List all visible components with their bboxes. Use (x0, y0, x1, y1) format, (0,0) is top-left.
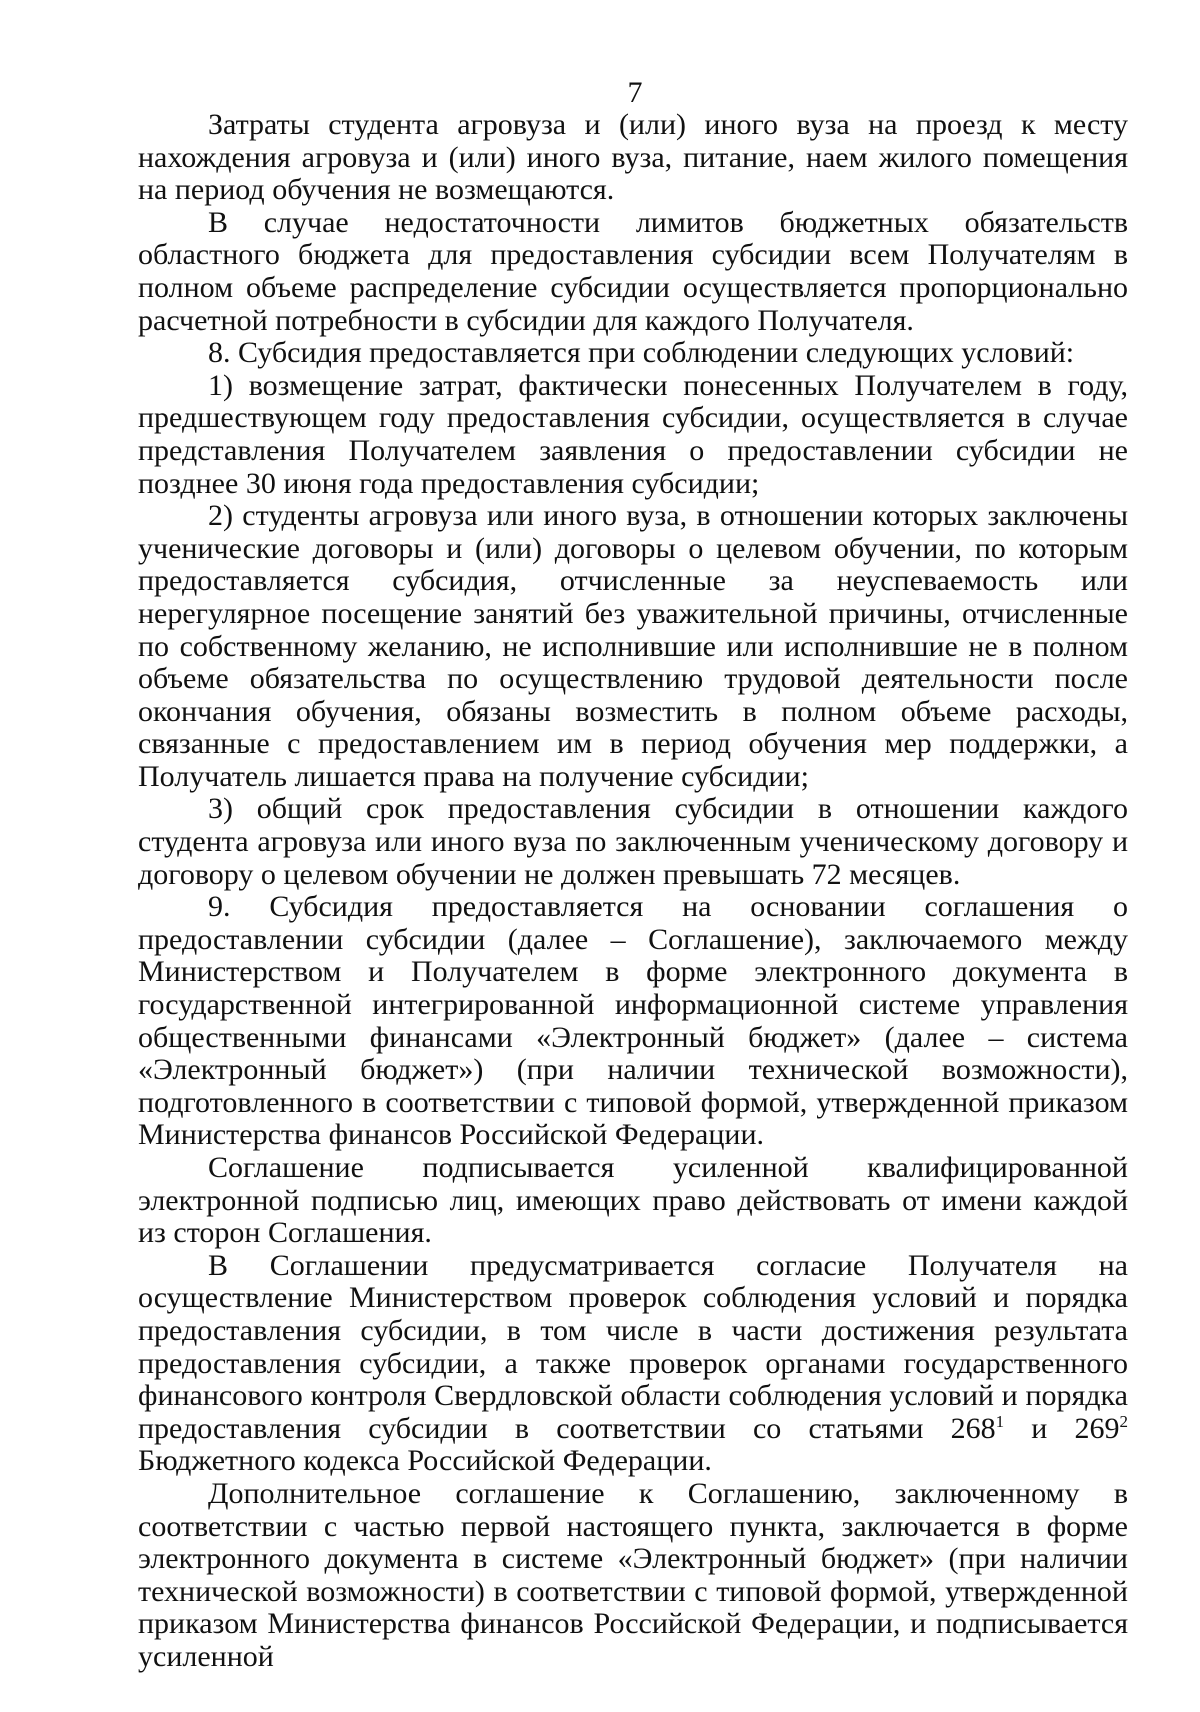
paragraph-condition-2: 2) студенты агровуза или иного вуза, в отношении которых заключены ученические договоры и (или) договоры о целевом обучении, по которым предоставляется субсидия, отчисленные за неуспеваемость или нерегулярное посещение занятий без уважительной причины, отчисленные по собственному желанию, не исполнившие или исполнившие не в полном объеме обязательства по осуществлению трудовой деятельности после окончания обучения, обязаны возместить в полном объеме расходы, связанные с предоставлением им в период обучения мер поддержки, а Получатель лишается права на получение субсидии; (138, 499, 1128, 793)
page-number: 7 (627, 76, 643, 109)
document-body (138, 109, 1128, 1674)
paragraph-section-9-agreement: 9. Субсидия предоставляется на основании соглашения о предоставлении субсидии (далее – Соглашение), заключаемого между Министерством и Получателем в форме электронного документа в государственной интегрированной информационной системе управления общественными финансами «Электронный бюджет» (далее – система «Электронный бюджет») (при наличии технической возможности), подготовленного в соответствии с типовой формой, утвержденной приказом Министерства финансов Российской Федерации. (138, 890, 1128, 1152)
control-text-between: и 269 (1004, 1411, 1120, 1445)
control-text-before: В Соглашении предусматривается согласие Получателя на осуществление Министерством проверок соблюдения условий и порядка предоставления субсидии, в том числе в части достижения результата предоставления субсидии, а также проверок органами государственного финансового контроля Свердловской области соблюдения условий и порядка предоставления субсидии в соответствии со статьями 268 (138, 1248, 1128, 1445)
paragraph-signature: Соглашение подписывается усиленной квалифицированной электронной подписью лиц, имеющих право действовать от имени каждой из сторон Соглашения. (138, 1151, 1128, 1250)
paragraph-budget-shortfall: В случае недостаточности лимитов бюджетных обязательств областного бюджета для предоставления субсидии всем Получателям в полном объеме распределение субсидии осуществляется пропорционально расчетной потребности в субсидии для каждого Получателя. (138, 205, 1128, 337)
paragraph-condition-3: 3) общий срок предоставления субсидии в отношении каждого студента агровуза или иного вуза по заключенным ученическому договору и договору о целевом обучении не должен превышать 72 месяцев. (138, 792, 1128, 891)
paragraph-additional-agreement: Дополнительное соглашение к Соглашению, заключенному в соответствии с частью первой настоящего пункта, заключается в форме электронного документа в системе «Электронный бюджет» (при наличии технической возможности) в соответствии с типовой формой, утвержденной приказом Министерства финансов Российской Федерации, и подписывается усиленной (138, 1476, 1128, 1673)
superscript-1: 1 (995, 1411, 1005, 1431)
superscript-2: 2 (1119, 1411, 1128, 1431)
control-text-after: Бюджетного кодекса Российской Федерации. (138, 1444, 712, 1478)
paragraph-condition-1: 1) возмещение затрат, фактически понесенных Получателем в году, предшествующем году предоставления субсидии, осуществляется в случае представления Получателем заявления о предоставлении субсидии не позднее 30 июня года предоставления субсидии; (138, 368, 1128, 500)
paragraph-costs-not-reimbursed: Затраты студента агровуза и (или) иного вуза на проезд к месту нахождения агровуза и (или) иного вуза, питание, наем жилого помещения на период обучения не возмещаются. (138, 108, 1128, 207)
paragraph-control-consent (138, 1250, 1128, 1478)
paragraph-section-8-heading: 8. Субсидия предоставляется при соблюдении следующих условий: (208, 336, 1075, 370)
